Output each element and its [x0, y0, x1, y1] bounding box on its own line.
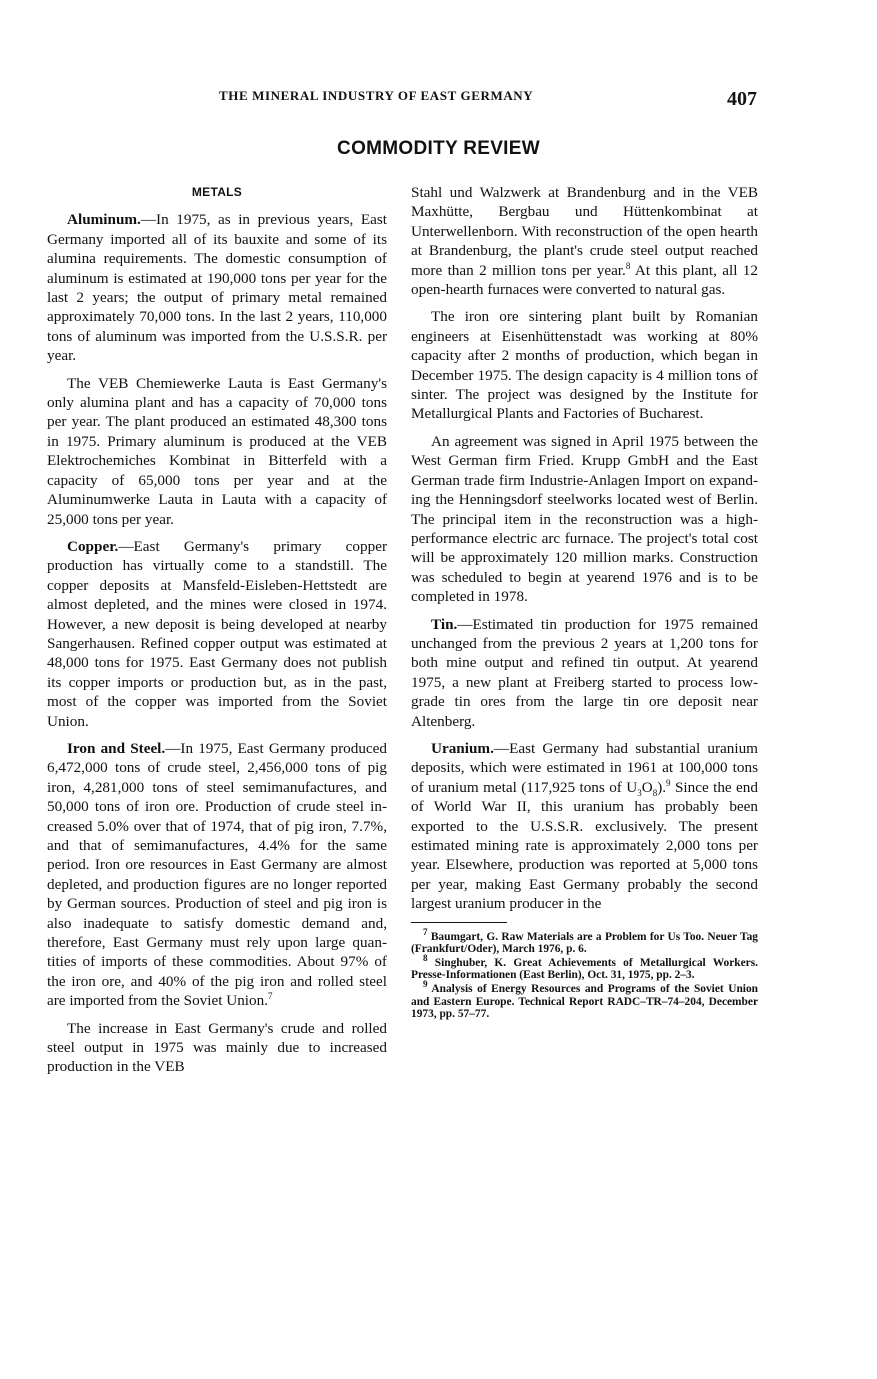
page-title: COMMODITY REVIEW [337, 138, 540, 159]
paragraph-copper [47, 537, 387, 731]
paragraph-tin [411, 615, 758, 731]
footnote-divider [411, 922, 507, 923]
footnote [411, 979, 758, 1021]
left-column [47, 183, 387, 1085]
footnote-number: 8 [423, 953, 428, 964]
paragraph-aluminum-2: The VEB Chemiewerke Lauta is East Germany's only alumina plant and has a capacity of 70,000 tons per year. The plant produced an estimated 48,300 tons in 1975. Primary aluminum is produced at the VEB Elektrochemiches Kombinat in Bitterfeld with a capacity of 65,000 tons per year and at the Aluminumwerke Lauta in Lauta with a capacity of 25,000 tons per year. [47, 374, 387, 528]
right-column [411, 183, 758, 1022]
footnote-text: Baumgart, G. Raw Materials are a Problem for Us Too. Neuer Tag (Frankfurt/Oder), March 1976, p. 6. [411, 930, 758, 956]
lead-iron-steel: Iron and Steel. [67, 739, 166, 757]
subscript: 3 [637, 787, 642, 798]
paragraph-iron-steel-4: An agreement was signed in April 1975 between the West German firm Fried. Krupp GmbH and the East German trade firm Industrie-Anlagen Import on expanding the Henningsdorf steelworks located west of Berlin. The principal item in the reconstruction was a high-performance electric arc furnace. The project's total cost will be approximately 120 million marks. Construction was scheduled to begin at yearend 1976 and is to be completed in 1978. [411, 432, 758, 606]
footnote-ref: 8 [625, 260, 631, 271]
paragraph-text: At this plant, all 12 open-hearth furnaces were converted to natural gas. [411, 261, 758, 299]
paragraph-text: —East Germany's primary copper production has virtually come to a standstill. The copper deposits at Mansfeld-Eisleben-Hettstedt are almost depleted, and the mines were closed in 1974. However, a new deposit is being developed at nearby Sangerhausen. Refined copper output was estimated at 48,000 tons for 1975. East Germany does not publish its copper imports or production but, as in the past, most of the copper was imported from the Soviet Union. [47, 537, 387, 730]
footnote-ref: 7 [268, 991, 273, 1002]
lead-aluminum: Aluminum. [67, 211, 141, 229]
paragraph-text: Since the end of World War II, this uranium has probably been exported to the U.S.S.R. exclusively. The present estimated mining rate is approximately 2,000 tons per year. Elsewhere, production was reported at 5,000 tons per year, making East Germany probably the second largest uranium producer in the [411, 778, 758, 913]
footnotes [411, 926, 758, 1021]
paragraph-text: —East Germany had substantial uranium deposits, which were estimated in 1961 at 100,000 tons of uranium metal (117,925 tons of U [411, 739, 758, 796]
paragraph-iron-steel-1 [47, 739, 387, 1011]
paragraph-text: Stahl und Walzwerk at Brandenburg and in the VEB Maxhütte, Bergbau und Hüttenkombinat at Unterwellenborn. With reconstruction of the open hearth at Brandenburg, the plant's crude steel output reached more than 2 million tons per year. [411, 184, 758, 279]
lead-uranium: Uranium. [431, 739, 494, 757]
paragraph-text: —Estimated tin production for 1975 remained unchanged from the previous 2 years at 1,200 tons for both mine output and refined tin output. At yearend 1975, a new plant at Freiberg started to process low-grade tin ores from the large tin ore deposit near Altenberg. [411, 615, 758, 730]
lead-copper: Copper. [67, 537, 119, 555]
footnote-number: 7 [423, 926, 428, 937]
paragraph-iron-steel-2-cont [411, 183, 758, 299]
paragraph-text: —In 1975, as in previous years, East Germany imported all of its bauxite and some of its alumina requirements. The domestic consumption of aluminum is estimated at 190,000 tons per year for the last 2 years; the output of primary metal remained approximately 70,000 tons. In the last 2 years, 110,000 tons of aluminum was imported from the U.S.S.R. per year. [47, 211, 387, 365]
paragraph-text: ). [657, 778, 667, 796]
subscript: 8 [652, 787, 658, 798]
page-number: 407 [727, 88, 757, 110]
paragraph-iron-steel-2: The increase in East Germany's crude and rolled steel output in 1975 was mainly due to increased production in the VEB [47, 1019, 387, 1076]
paragraph-text: —In 1975, East Germany produced 6,472,000 tons of crude steel, 2,456,000 tons of pig iron, 4,281,000 tons of steel semimanufactures, and 50,000 tons of iron ore. Production of crude steel increased 5.0% over that of 1974, that of pig iron, 7.7%, and that of semimanufactures, 4.4% for the same period. Iron ore resources in East Germany are almost depleted, and production figures are no longer reported by German sources. Production of steel and pig iron is also inadequate to satisfy domestic demand and, therefore, East Germany must rely upon large quantities of imports of these commodities. About 97% of the iron ore, and 40% of the pig iron and rolled steel are imported from the Soviet Union. [47, 739, 387, 1010]
footnote-text: Analysis of Energy Resources and Programs of the Soviet Union and Eastern Europe. Technical Report RADC–TR–74–204, December 1973, pp. 57–77. [411, 983, 758, 1021]
paragraph-text: O [641, 778, 653, 796]
footnote-text: Singhuber, K. Great Achievements of Metallurgical Workers. Presse-Informationen (East Berlin), Oct. 31, 1975, pp. 2–3. [411, 956, 758, 982]
section-heading: METALS [191, 185, 243, 199]
footnote-ref: 9 [666, 777, 671, 788]
lead-tin: Tin. [431, 615, 458, 633]
footnote-number: 9 [423, 979, 428, 990]
footnote [411, 953, 758, 982]
paragraph-uranium [411, 739, 758, 914]
paragraph-iron-steel-3: The iron ore sintering plant built by Romanian engineers at Eisenhüttenstadt was working at 80% capacity after 2 months of production, which began in December 1975. The design capacity is 4 million tons of sinter. The project was designed by the Institute for Metallurgical Plants and Factories of Bucharest. [411, 308, 758, 423]
running-head: THE MINERAL INDUSTRY OF EAST GERMANY [219, 88, 534, 103]
footnote [411, 926, 758, 956]
paragraph-aluminum-1 [47, 210, 387, 365]
